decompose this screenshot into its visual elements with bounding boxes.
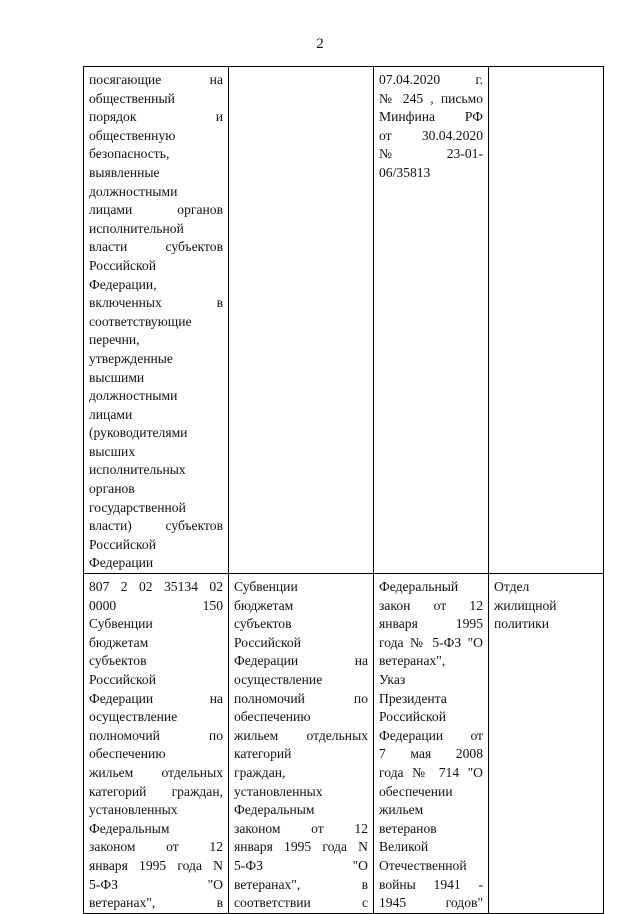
cell-text-line: обеспечении (379, 783, 453, 799)
page-number: 2 (316, 36, 324, 52)
cell-text-line: должностными (89, 388, 178, 404)
cell-text-line: лицами (89, 406, 133, 422)
cell-text-line: бюджетам (234, 597, 294, 613)
cell-text-line: Федеральным (234, 802, 315, 818)
cell-text-line: ветеранах", в (89, 895, 223, 911)
cell-text-line: включенных в (89, 295, 223, 311)
cell-text-line: года № 714 "О (379, 764, 483, 780)
cell-text-line: жильем отдельных (234, 727, 368, 743)
cell-text-line: (руководителями (89, 425, 188, 441)
cell-text-line: ветеранов (379, 820, 437, 836)
cell-text-line: перечни, (89, 332, 140, 348)
table-cell-col1 (84, 574, 229, 914)
cell-text-line: установленных (234, 783, 323, 799)
cell-text-line: от 30.04.2020 (379, 127, 483, 143)
cell-text-line: исполнительных (89, 462, 186, 478)
cell-text-line: жильем отдельных (89, 764, 223, 780)
cell-text-line: 807 2 02 35134 02 (89, 579, 223, 595)
cell-text-line: Отдел (494, 579, 530, 595)
table-cell-col2 (229, 67, 374, 574)
cell-text-line: 1945 годов" (379, 895, 483, 911)
cell-text-line: субъектов (89, 653, 147, 669)
cell-text-line: соответствии с (234, 895, 368, 911)
cell-text-line: Субвенции (89, 616, 153, 632)
cell-text-line: осуществление (89, 709, 178, 725)
cell-text-line: Российской (234, 634, 301, 650)
cell-text-line: власти) субъектов (89, 518, 223, 534)
cell-text-line: полномочий по (234, 690, 368, 706)
cell-text-line: субъектов (234, 616, 292, 632)
cell-text-line: Российской (379, 709, 446, 725)
table-cell-col2 (229, 574, 374, 914)
cell-text-line: № 23-01- (379, 146, 483, 162)
cell-text-line: утвержденные (89, 350, 173, 366)
cell-text-line: законом от 12 (234, 820, 368, 836)
cell-text-line: 7 мая 2008 (379, 746, 483, 762)
cell-text-line: законом от 12 (89, 839, 223, 855)
cell-text-line: категорий граждан, (89, 783, 223, 799)
cell-text-line: Российской (89, 257, 156, 273)
cell-text-line: Федерации на (234, 653, 368, 669)
cell-text-line: высших (89, 443, 136, 459)
cell-text-line: Указ (379, 672, 406, 687)
cell-text-line: бюджетам (89, 634, 149, 650)
cell-text-line: посягающие на (89, 72, 223, 87)
cell-text-line: должностными (89, 183, 178, 199)
cell-text-line: Федерации от (379, 727, 483, 743)
cell-text-line: установленных (89, 802, 178, 818)
cell-text-line: Великой (379, 839, 429, 855)
cell-text-line: общественный (89, 90, 175, 106)
cell-text-line: 06/35813 (379, 164, 431, 180)
cell-text-line: лицами органов (89, 202, 223, 218)
cell-text-line: Федеральный (379, 579, 459, 595)
cell-text-line: января 1995 года N (234, 839, 368, 855)
cell-text-line: категорий (234, 746, 292, 762)
table-cell-col3 (374, 574, 489, 914)
cell-text-line: исполнительной (89, 220, 184, 236)
cell-text-line: жильем (379, 802, 424, 818)
cell-text-line: власти субъектов (89, 239, 223, 255)
cell-text-line: января 1995 года N (89, 857, 223, 873)
cell-text-line: государственной (89, 499, 186, 515)
cell-text-line: ветеранах", в (234, 876, 368, 892)
table-cell-col4 (489, 574, 604, 914)
cell-text-line: общественную (89, 127, 176, 143)
cell-text-line: Федерации, (89, 276, 157, 292)
cell-text-line: № 245 , письмо (379, 90, 483, 106)
cell-text-line: ветеранах", (379, 653, 446, 669)
table-cell-col3 (374, 67, 489, 574)
cell-text-line: выявленные (89, 164, 160, 180)
cell-text-line: Президента (379, 690, 447, 706)
cell-text-line: порядок и (89, 109, 223, 125)
cell-text-line: осуществление (234, 672, 323, 687)
cell-text-line: 5-ФЗ "О (234, 857, 368, 873)
cell-text-line: Федерации (89, 555, 154, 571)
table-row (84, 574, 604, 914)
table-body (84, 67, 604, 914)
cell-text-line: Российской (89, 536, 156, 552)
cell-text-line: граждан, (234, 764, 286, 780)
cell-text-line: обеспечению (89, 746, 166, 762)
cell-text-line: Федерации на (89, 690, 223, 706)
cell-text-line: органов (89, 481, 135, 497)
table-cell-col4 (489, 67, 604, 574)
table-cell-col1 (84, 67, 229, 574)
cell-text-line: Федеральным (89, 820, 170, 836)
cell-text-line: года № 5-ФЗ "О (379, 634, 483, 650)
cell-text-line: Субвенции (234, 579, 298, 595)
cell-text-line: полномочий по (89, 727, 223, 743)
document-table (83, 66, 604, 914)
cell-text-line: соответствующие (89, 313, 192, 329)
cell-text-line: обеспечению (234, 709, 311, 725)
cell-text-line: Минфина РФ (379, 109, 483, 125)
cell-text-line: Российской (89, 672, 156, 687)
cell-text-line: 07.04.2020 г. (379, 72, 483, 87)
cell-text-line: января 1995 (379, 616, 483, 632)
table-row (84, 67, 604, 574)
cell-text-line: Отечественной (379, 857, 467, 873)
cell-text-line: закон от 12 (379, 597, 483, 613)
cell-text-line: войны 1941 - (379, 876, 483, 892)
cell-text-line: безопасность, (89, 146, 170, 162)
cell-text-line: жилищной (494, 597, 557, 613)
cell-text-line: 5-ФЗ "О (89, 876, 223, 892)
cell-text-line: высшими (89, 369, 145, 385)
cell-text-line: 0000 150 (89, 597, 223, 613)
cell-text-line: политики (494, 616, 550, 632)
